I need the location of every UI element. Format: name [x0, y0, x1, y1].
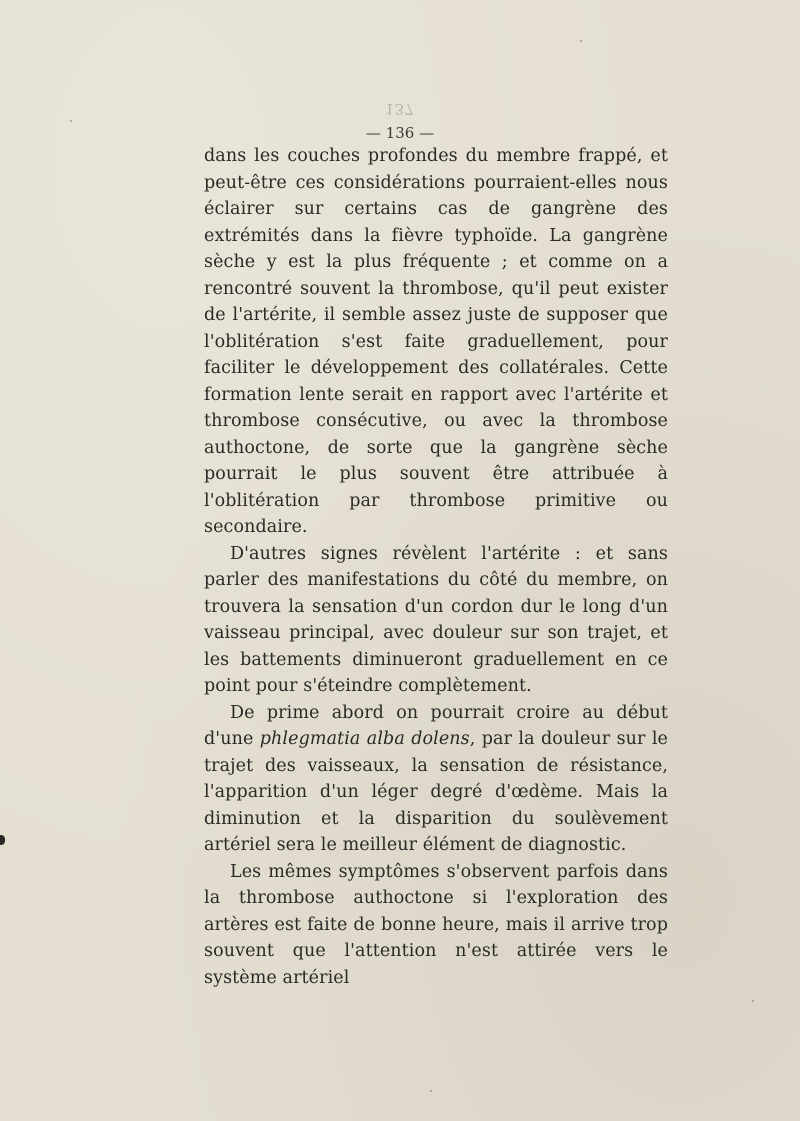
paragraph-phlegmatia [204, 700, 668, 859]
paper-speck [70, 120, 72, 122]
paragraph-symptoms: Les mêmes symptômes s'observent parfois dans la thrombose authoctone si l'exploration des artères est faite de bonne heure, mais il arrive trop souvent que l'attention n'est attirée vers le système artériel [204, 861, 668, 988]
binding-edge-mark [0, 835, 5, 845]
paragraph-phlegmatia-start: De prime abord on pourrait croire au début d'une [204, 702, 668, 749]
body-text [204, 143, 668, 991]
show-through-page-number: 137 [385, 100, 414, 118]
paper-speck [752, 1000, 754, 1002]
paper-speck [430, 1090, 432, 1092]
paragraph-phlegmatia-end: , par la douleur sur le trajet des vaisseaux, la sensation de résistance, l'apparition d'un léger degré d'œdème. Mais la diminution et la disparition du soulèvement artériel sera le meilleur élément de diagnostic. [204, 729, 668, 855]
paragraph-arteritis-signs: D'autres signes révèlent l'artérite : et sans parler des manifestations du côté du membre, on trouvera la sensation d'un cordon dur le long d'un vaisseau principal, avec douleur sur son trajet, et les battements diminueront graduellement en ce point pour s'éteindre complètement. [204, 543, 668, 696]
paragraph-continuation: dans les couches profondes du membre frappé, et peut-être ces considérations pourraient-elles nous éclairer sur certains cas de gangrène des extrémités dans la fièvre typhoïde. La gangrène sèche y est la plus fréquente ; et comme on a rencontré souvent la thrombose, qu'il peut exister de l'artérite, il semble assez juste de supposer que l'oblitération s'est faite graduellement, pour faciliter le développement des collatérales. Cette formation lente serait en rapport avec l'artérite et thrombose consécutive, ou avec la thrombose authoctone, de sorte que la gangrène sèche pourrait le plus souvent être attribuée à l'oblitération par thrombose primitive ou secondaire. [204, 146, 668, 537]
paper-speck [580, 40, 582, 42]
italic-term: phlegmatia alba dolens [259, 729, 470, 749]
page-number: — 136 — [365, 124, 435, 142]
